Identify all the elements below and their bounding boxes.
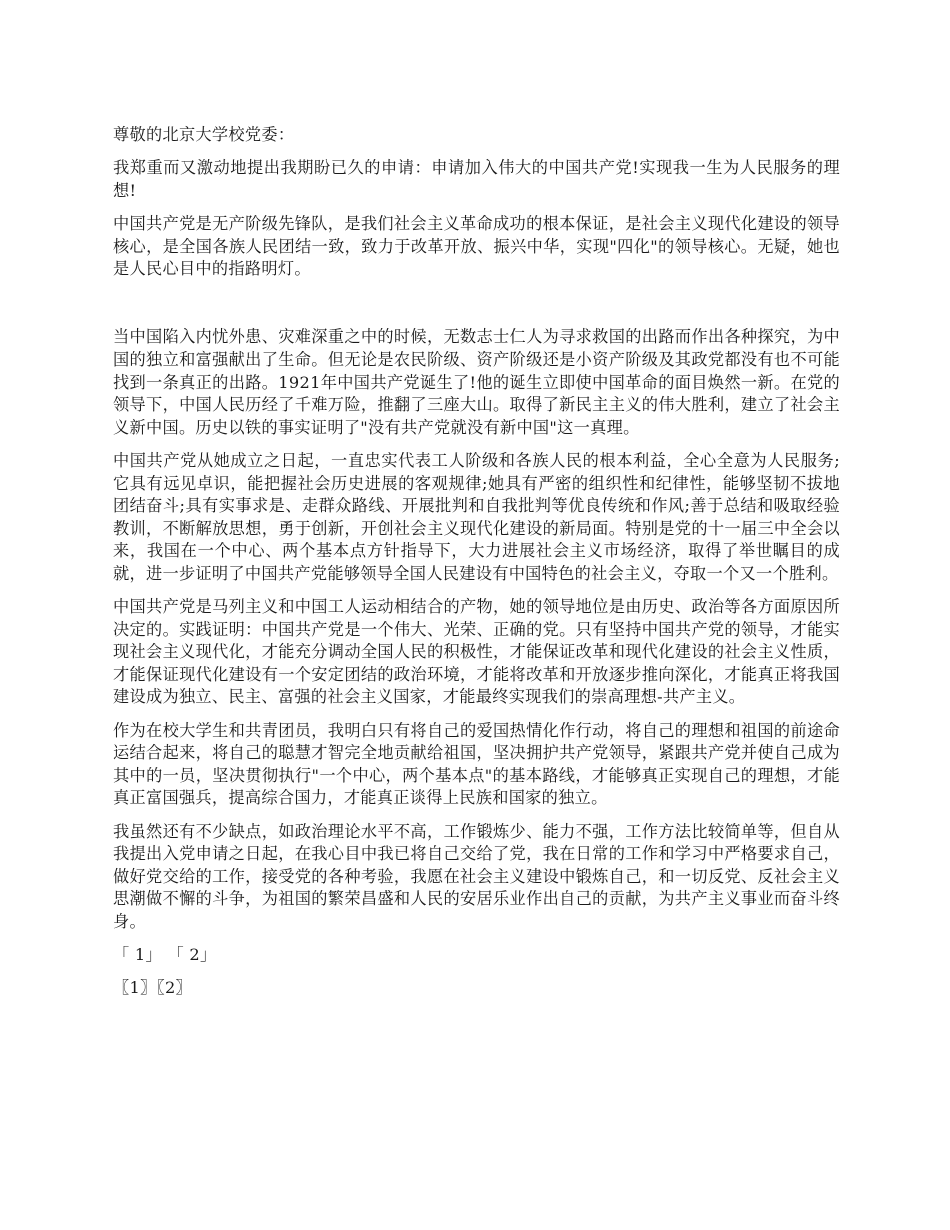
blank-spacer [113,291,840,326]
paragraph-leadership: 中国共产党是马列主义和中国工人运动相结合的产物，她的领导地位是由历史、政治等各方面原因所决定的。实践证明：中国共产党是一个伟大、光荣、正确的党。只有坚持中国共产党的领导，才能实现社会主义现代化，才能充分调动全国人民的积极性，才能保证改革和现代化建设的社会主义性质，才能保证现代化建设有一个安定团结的政治环境，才能将改革和开放逐步推向深化，才能真正将我国建设成为独立、民主、富强的社会主义国家，才能最终实现我们的崇高理想-共产主义。 [113,597,840,707]
paragraph-party-vanguard: 中国共产党是无产阶级先锋队，是我们社会主义革命成功的根本保证，是社会主义现代化建设的领导核心，是全国各族人民团结一致，致力于改革开放、振兴中华，实现"四化"的领导核心。无疑，她也是人民心目中的指路明灯。 [113,213,840,279]
paragraph-party-character: 中国共产党从她成立之日起，一直忠实代表工人阶级和各族人民的根本利益，全心全意为人民服务;它具有远见卓识，能把握社会历史进展的客观规律;她具有严密的组织性和纪律性，能够坚韧不拔地团结奋斗;具有实事求是、走群众路线、开展批判和自我批判等优良传统和作风;善于总结和吸取经验教训，不断解放思想，勇于创新，开创社会主义现代化建设的新局面。特别是党的十一届三中全会以来，我国在一个中心、两个基本点方针指导下，大力进展社会主义市场经济，取得了举世瞩目的成就，进一步证明了中国共产党能够领导全国人民建设有中国特色的社会主义，夺取一个又一个胜利。 [113,450,840,583]
page-links-double-bracket[interactable]: 〖1〗〖2〗 [113,978,193,998]
page-links-bracket[interactable]: 「 1」 「 2」 [113,945,217,965]
paragraph-student-commitment: 作为在校大学生和共青团员，我明白只有将自己的爱国热情化作行动，将自己的理想和祖国的前途命运结合起来，将自己的聪慧才智完全地贡献给祖国，坚决拥护共产党领导，紧跟共产党并使自己成为其中的一员，坚决贯彻执行"一个中心，两个基本点"的基本路线，才能够真正实现自己的理想，才能真正富国强兵，提高综合国力，才能真正谈得上民族和国家的独立。 [113,720,840,808]
paragraph-self-assessment: 我虽然还有不少缺点，如政治理论水平不高，工作锻炼少、能力不强，工作方法比较简单等，但自从我提出入党申请之日起，在我心目中我已将自己交给了党，我在日常的工作和学习中严格要求自己，做好党交给的工作，接受党的各种考验，我愿在社会主义建设中锻炼自己，和一切反党、反社会主义思潮做不懈的斗争，为祖国的繁荣昌盛和人民的安居乐业作出自己的贡献，为共产主义事业而奋斗终身。 [113,821,840,931]
document-body [113,124,840,1011]
paragraph-application-statement: 我郑重而又激动地提出我期盼已久的申请：申请加入伟大的中国共产党!实现我一生为人民服务的理想! [113,158,840,200]
paragraph-history: 当中国陷入内忧外患、灾难深重之中的时候，无数志士仁人为寻求救国的出路而作出各种探究，为中国的独立和富强献出了生命。但无论是农民阶级、资产阶级还是小资产阶级及其政党都没有也不可能找到一条真正的出路。1921年中国共产党诞生了!他的诞生立即使中国革命的面目焕然一新。在党的领导下，中国人民历经了千难万险，推翻了三座大山。取得了新民主主义的伟大胜利，建立了社会主义新中国。历史以铁的事实证明了"没有共产党就没有新中国"这一真理。 [113,327,840,437]
salutation: 尊敬的北京大学校党委： [113,125,295,144]
